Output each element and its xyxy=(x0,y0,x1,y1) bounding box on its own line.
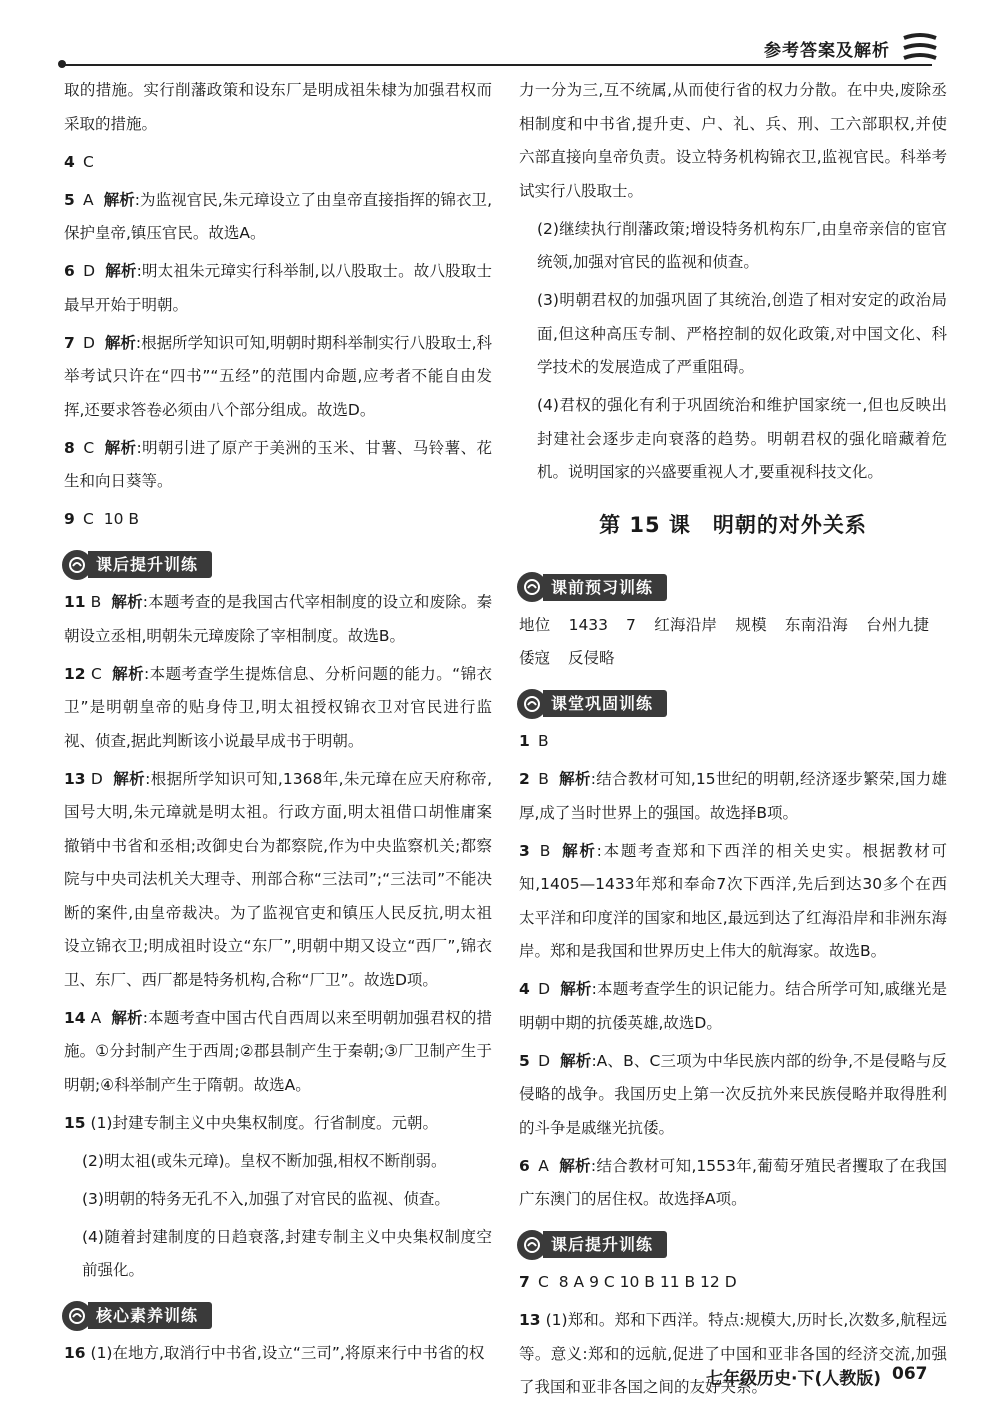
answer-choice: C xyxy=(82,510,94,528)
lesson-title xyxy=(519,510,947,540)
analysis-label: 解析 xyxy=(560,841,597,860)
answer-text: :根据所学知识可知,明朝时期科举制实行八股取士,科举考试只许在“四书”“五经”的范围内命题,应考者不能自由发挥,还要求答卷必须由八个部分组成。故选D。 xyxy=(64,333,492,419)
question-number: 14 xyxy=(64,1008,86,1027)
answer-choice: D xyxy=(538,980,551,998)
answer-item xyxy=(519,725,947,759)
answer-text: (1)封建专制主义中央集权制度。行省制度。元朝。 xyxy=(90,1113,438,1132)
answer-choice: A xyxy=(538,1156,549,1175)
laurel-badge-icon xyxy=(523,1236,541,1254)
page-number: 067 xyxy=(892,1364,928,1384)
answer-item xyxy=(519,1266,947,1300)
question-number: 6 xyxy=(64,262,75,280)
answer-token: 倭寇 xyxy=(519,649,551,667)
answer-choice: C xyxy=(82,152,94,171)
section-label: 课后提升训练 xyxy=(543,1231,667,1258)
analysis-label: 解析 xyxy=(111,1008,143,1027)
answer-text: :A、B、C三项为中华民族内部的纷争,不是侵略与反侵略的战争。我国历史上第一次反抗外来民族侵略并取得胜利的斗争是戚继光抗倭。 xyxy=(519,1051,947,1137)
header-title: 参考答案及解析 xyxy=(764,41,890,61)
sub-answer: (2)继续执行削藩政策;增设特务机构东厂,由皇帝亲信的宦官统领,加强对官民的监视和侦查。 xyxy=(537,219,947,271)
answer-choice: D xyxy=(538,1051,551,1070)
fill-blank-answers xyxy=(519,609,947,676)
footer-title: 七年级历史·下(人教版) xyxy=(706,1369,881,1389)
question-number: 5 xyxy=(64,190,75,209)
analysis-label: 解析 xyxy=(112,769,146,788)
section-header xyxy=(62,550,212,579)
question-number: 15 xyxy=(64,1113,86,1132)
answer-text: :明太祖朱元璋实行科举制,以八股取士。故八股取士最早开始于明朝。 xyxy=(64,262,492,314)
analysis-label: 解析 xyxy=(558,770,591,788)
header-rule xyxy=(62,64,932,66)
answer-token: 1433 xyxy=(568,615,609,634)
answer-item xyxy=(64,1002,492,1103)
continued-text: 力一分为三,互不统属,从而使行省的权力分散。在中央,废除丞相制度和中书省,提升吏、户、礼、兵、刑、工六部职权,并使六部直接向皇帝负责。设立特务机构锦衣卫,监视官民。科举考试实行八股取士。 xyxy=(519,81,947,200)
answer-choice: C xyxy=(83,438,95,457)
answer-text: :明朝引进了原产于美洲的玉米、甘薯、马铃薯、花生和向日葵等。 xyxy=(64,438,492,490)
sub-answer: (3)明朝的特务无孔不入,加强了对官民的监视、侦查。 xyxy=(82,1189,450,1208)
answer-token: 东南沿海 xyxy=(784,615,849,634)
book-stack-icon xyxy=(900,28,940,68)
section-header xyxy=(517,573,667,602)
sub-answer: (4)随着封建制度的日趋衰落,封建专制主义中央集权制度空前强化。 xyxy=(82,1227,492,1279)
answer-text: :结合教材可知,1553年,葡萄牙殖民者攫取了在我国广东澳门的居住权。故选择A项。 xyxy=(519,1156,947,1208)
answer-item xyxy=(519,1045,947,1146)
answer-text: 10 B xyxy=(103,510,140,528)
answer-token: 地位 xyxy=(519,615,551,634)
answer-item xyxy=(64,1337,492,1371)
answer-item xyxy=(64,146,492,180)
question-number: 9 xyxy=(64,510,75,528)
question-number: 1 xyxy=(519,732,530,750)
analysis-label: 解析 xyxy=(111,664,145,683)
answer-text: :结合教材可知,15世纪的明朝,经济逐步繁荣,国力雄厚,成了当时世界上的强国。故选择B项。 xyxy=(519,770,947,822)
answer-item xyxy=(519,973,947,1040)
analysis-label: 解析 xyxy=(560,1051,592,1070)
analysis-label: 解析 xyxy=(104,438,137,457)
laurel-badge-icon xyxy=(523,695,541,713)
answer-text: :为监视官民,朱元璋设立了由皇帝直接指挥的锦衣卫,保护皇帝,镇压官民。故选A。 xyxy=(64,190,492,242)
answer-text: :本题考查中国古代自西周以来至明朝加强君权的措施。①分封制产生于西周;②郡县制产生于秦朝;③厂卫制产生于明朝;④科举制产生于隋朝。故选A。 xyxy=(64,1008,492,1094)
question-number: 6 xyxy=(519,1156,530,1175)
question-number: 4 xyxy=(64,152,75,171)
answer-item xyxy=(64,327,492,428)
sub-answer: (2)明太祖(或朱元璋)。皇权不断加强,相权不断削弱。 xyxy=(82,1151,447,1170)
right-column xyxy=(519,74,947,1409)
answer-item xyxy=(519,1150,947,1217)
answer-token: 反侵略 xyxy=(568,649,615,667)
sub-answer: (3)明朝君权的加强巩固了其统治,创造了相对安定的政治局面,但这种高压专制、严格控制的奴化政策,对中国文化、科学技术的发展造成了严重阻碍。 xyxy=(537,291,947,376)
laurel-badge-icon xyxy=(68,1307,86,1325)
section-header xyxy=(517,689,667,718)
question-number: 13 xyxy=(519,1311,541,1329)
question-number: 11 xyxy=(64,593,86,611)
answer-item xyxy=(64,255,492,322)
question-number: 3 xyxy=(519,841,530,860)
answer-item xyxy=(519,835,947,969)
question-number: 2 xyxy=(519,770,530,788)
section-header xyxy=(62,1301,212,1330)
lesson-number: 第 15 课 xyxy=(599,512,691,537)
question-number: 16 xyxy=(64,1344,86,1362)
answer-item xyxy=(64,432,492,499)
analysis-label: 解析 xyxy=(104,333,136,352)
question-number: 7 xyxy=(519,1273,530,1291)
section-label: 课后提升训练 xyxy=(88,551,212,578)
laurel-badge-icon xyxy=(523,578,541,596)
answer-choice: B xyxy=(537,732,549,750)
section-header xyxy=(517,1230,667,1259)
answer-item xyxy=(519,1304,947,1405)
continued-text: 取的措施。实行削藩政策和设东厂是明成祖朱棣为加强君权而采取的措施。 xyxy=(64,81,492,133)
answer-choice: B xyxy=(539,841,551,860)
answer-item xyxy=(519,763,947,830)
analysis-label: 解析 xyxy=(558,1156,591,1175)
question-number: 8 xyxy=(64,438,75,457)
answer-item xyxy=(64,763,492,998)
answer-choice: A xyxy=(82,190,94,209)
sub-answer: (4)君权的强化有利于巩固统治和维护国家统一,但也反映出封建社会逐步走向衰落的趋势。明朝君权的强化暗藏着危机。说明国家的兴盛要重视人才,要重视科技文化。 xyxy=(537,396,947,481)
laurel-badge-icon xyxy=(68,556,86,574)
analysis-label: 解析 xyxy=(105,262,137,280)
answer-text: :本题考查学生提炼信息、分析问题的能力。“锦衣卫”是明朝皇帝的贴身侍卫,明太祖授权锦衣卫对官民进行监视、侦查,据此判断该小说最早成书于明朝。 xyxy=(64,664,492,750)
answer-choice: B xyxy=(538,770,549,788)
answer-item xyxy=(64,184,492,251)
answer-choice: C xyxy=(90,664,102,683)
analysis-label: 解析 xyxy=(103,190,135,209)
answer-text: (1)在地方,取消行中书省,设立“三司”,将原来行中书省的权 xyxy=(90,1344,485,1362)
answer-item xyxy=(64,586,492,653)
analysis-label: 解析 xyxy=(560,980,592,998)
left-column xyxy=(64,74,492,1375)
question-number: 12 xyxy=(64,664,86,683)
question-number: 13 xyxy=(64,769,86,788)
answer-token: 台州九捷 xyxy=(866,615,929,634)
question-number: 5 xyxy=(519,1051,530,1070)
answer-choice: D xyxy=(82,333,95,352)
answer-item xyxy=(64,658,492,759)
answer-text: :本题考查的是我国古代宰相制度的设立和废除。秦朝设立丞相,明朝朱元璋废除了宰相制度。故选B。 xyxy=(64,593,492,645)
lesson-name: 明朝的对外关系 xyxy=(712,512,867,537)
answer-choice: D xyxy=(90,769,103,788)
section-label: 课堂巩固训练 xyxy=(543,690,667,717)
answer-choice: B xyxy=(90,593,102,611)
answer-token: 7 xyxy=(626,615,636,634)
answer-text: :根据所学知识可知,1368年,朱元璋在应天府称帝,国号大明,朱元璋就是明太祖。行政方面,明太祖借口胡惟庸案撤销中书省和丞相;改御史台为都察院,作为中央监察机关;都察院与中央司法机关大理寺、刑部合称“三法司”;“三法司”不能决断的案件,由皇帝裁决。为了监视官吏和镇压人民反抗,明太祖设立锦衣卫;明成祖时设立“东厂”,明朝中期又设立“西厂”,锦衣卫、东厂、西厂都是特务机构,合称“厂卫”。故选D项。 xyxy=(64,769,492,989)
question-number: 7 xyxy=(64,333,75,352)
section-label: 课前预习训练 xyxy=(543,574,667,601)
answer-choice: C xyxy=(537,1273,549,1291)
answer-item xyxy=(64,1107,492,1141)
answer-text: 8 A 9 C 10 B 11 B 12 D xyxy=(558,1273,737,1291)
answer-text: (1)郑和。郑和下西洋。特点:规模大,历时长,次数多,航程远等。意义:郑和的远航,促进了中国和亚非各国的经济交流,加强了我国和亚非各国之间的友好关系。 xyxy=(519,1311,947,1396)
question-number: 4 xyxy=(519,980,530,998)
answer-token: 规模 xyxy=(735,615,767,634)
answer-text: :本题考查学生的识记能力。结合所学可知,戚继光是明朝中期的抗倭英雄,故选D。 xyxy=(519,980,947,1032)
analysis-label: 解析 xyxy=(111,593,143,611)
answer-token: 红海沿岸 xyxy=(653,615,718,634)
answer-choice: A xyxy=(90,1008,102,1027)
section-label: 核心素养训练 xyxy=(88,1302,212,1329)
answer-text: :本题考查郑和下西洋的相关史实。根据教材可知,1405—1433年郑和奉命7次下西洋,先后到达30多个在西太平洋和印度洋的国家和地区,最远到达了红海沿岸和非洲东海岸。郑和是我国和世界历史上伟大的航海家。故选B。 xyxy=(519,841,947,960)
answer-choice: D xyxy=(83,262,96,280)
answer-item xyxy=(64,503,492,537)
